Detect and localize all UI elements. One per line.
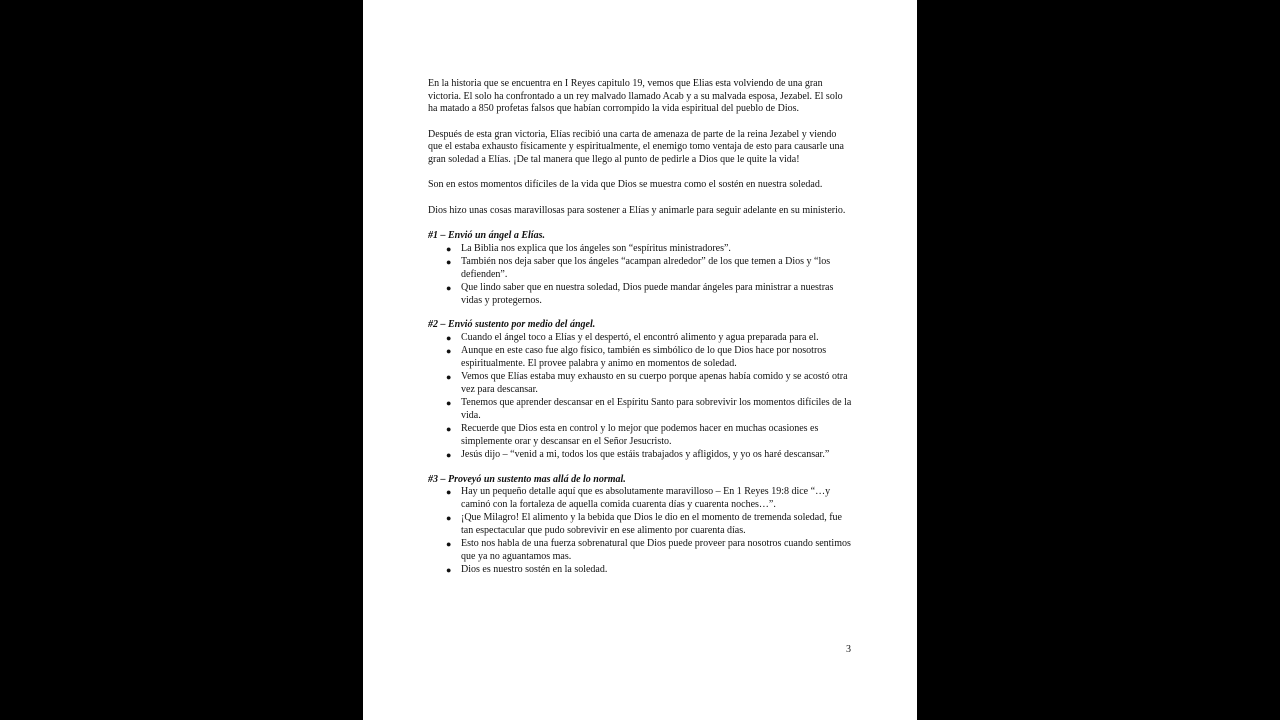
section-heading-2: #2 – Envió sustento por medio del ángel. xyxy=(428,319,596,330)
page-content xyxy=(428,78,853,589)
bullet-icon: ● xyxy=(446,332,452,343)
list-item-text: Hay un pequeño detalle aquí que es absolutamente maravilloso – En 1 Reyes 19:8 dice “…y caminó con la fortaleza de aquella comida cuarenta días y cuarenta noches…”. xyxy=(461,486,831,510)
list-item xyxy=(446,449,853,462)
paragraph-3: Son en estos momentos difíciles de la vida que Dios se muestra como el sostén en nuestra soledad. xyxy=(428,179,823,190)
list-item-text: Que lindo saber que en nuestra soledad, Dios puede mandar ángeles para ministrar a nuestras vidas y protegernos. xyxy=(461,282,834,306)
list-item-text: Jesús dijo – “venid a mi, todos los que estáis trabajados y afligidos, y yo os haré descansar.” xyxy=(461,449,830,460)
list-item xyxy=(446,242,853,256)
list-item xyxy=(446,564,853,577)
bullet-icon: ● xyxy=(446,565,452,575)
bullet-icon: ● xyxy=(446,257,452,267)
section-heading-3: #3 – Proveyó un sustento mas allá de lo normal. xyxy=(428,473,626,485)
list-item-text: Esto nos habla de una fuerza sobrenatural que Dios puede proveer para nosotros cuando sentimos que ya no aguantamos mas. xyxy=(461,538,851,562)
list-item xyxy=(446,331,853,345)
section-heading-1: #1 – Envió un ángel a Elías. xyxy=(428,230,545,241)
list-item-text: La Biblia nos explica que los ángeles son “espíritus ministradores”. xyxy=(461,242,731,254)
bullet-icon: ● xyxy=(446,398,452,408)
paragraph-4: Dios hizo unas cosas maravillosas para sostener a Elías y animarle para seguir adelante en su ministerio. xyxy=(428,204,846,216)
bullet-icon: ● xyxy=(446,424,452,434)
section-1-bullet-list xyxy=(428,243,853,308)
list-item xyxy=(446,345,853,370)
list-item-text: Aunque en este caso fue algo físico, también es simbólico de lo que Dios hace por nosotros espiritualmente. El provee palabra y animo en momentos de soledad. xyxy=(461,345,827,369)
list-item xyxy=(446,538,853,563)
list-item xyxy=(446,423,853,448)
list-item-text: Dios es nuestro sostén en la soledad. xyxy=(461,564,608,575)
list-item xyxy=(446,371,853,396)
page-number: 3 xyxy=(846,644,851,655)
bullet-icon: ● xyxy=(446,450,452,460)
list-item xyxy=(446,256,853,281)
list-item-text: También nos deja saber que los ángeles “acampan alrededor” de los que temen a Dios y “los defienden”. xyxy=(461,256,831,280)
list-item-text: Recuerde que Dios esta en control y lo mejor que podemos hacer en muchas ocasiones es simplemente orar y descansar en el Señor Jesucristo. xyxy=(461,423,819,447)
bullet-icon: ● xyxy=(446,539,452,549)
list-item xyxy=(446,486,853,511)
list-item-text: ¡Que Milagro! El alimento y la bebida que Dios le dio en el momento de tremenda soledad, fue tan espectacular que pudo sobrevivir en ese alimento por cuarenta días. xyxy=(461,512,842,536)
bullet-icon: ● xyxy=(446,346,452,356)
paragraph-1: En la historia que se encuentra en I Reyes capitulo 19, vemos que Elias esta volviendo de una gran victoria. El solo ha confrontado a un rey malvado llamado Acab y a su malvada esposa, Jezabel. El solo ha matado a 850 profetas falsos que habían corrompido la vida espiritual del pueblo de Dios. xyxy=(428,78,843,114)
section-2-bullet-list xyxy=(428,332,853,462)
list-item xyxy=(446,397,853,422)
list-item xyxy=(446,282,853,307)
bullet-icon: ● xyxy=(446,283,452,293)
list-item-text: Tenemos que aprender descansar en el Espíritu Santo para sobrevivir los momentos difíciles de la vida. xyxy=(461,397,852,421)
list-item-text: Vemos que Elías estaba muy exhausto en su cuerpo porque apenas había comido y se acostó otra vez para descansar. xyxy=(461,371,848,395)
list-item xyxy=(446,512,853,537)
bullet-icon: ● xyxy=(446,513,452,523)
bullet-icon: ● xyxy=(446,487,452,497)
document-page xyxy=(363,0,917,720)
bullet-icon: ● xyxy=(446,372,452,382)
paragraph-2: Después de esta gran victoria, Elías recibió una carta de amenaza de parte de la reina Jezabel y viendo que el estaba exhausto físicamente y espiritualmente, el enemigo tomo ventaja de esto para causarle una gran soledad a Elías. ¡De tal manera que llego al punto de pedirle a Dios que le quite la vida! xyxy=(428,128,844,165)
list-item-text: Cuando el ángel toco a Elías y el despertó, el encontró alimento y agua preparada para el. xyxy=(461,331,819,343)
bullet-icon: ● xyxy=(446,243,452,254)
section-3-bullet-list xyxy=(428,486,853,577)
